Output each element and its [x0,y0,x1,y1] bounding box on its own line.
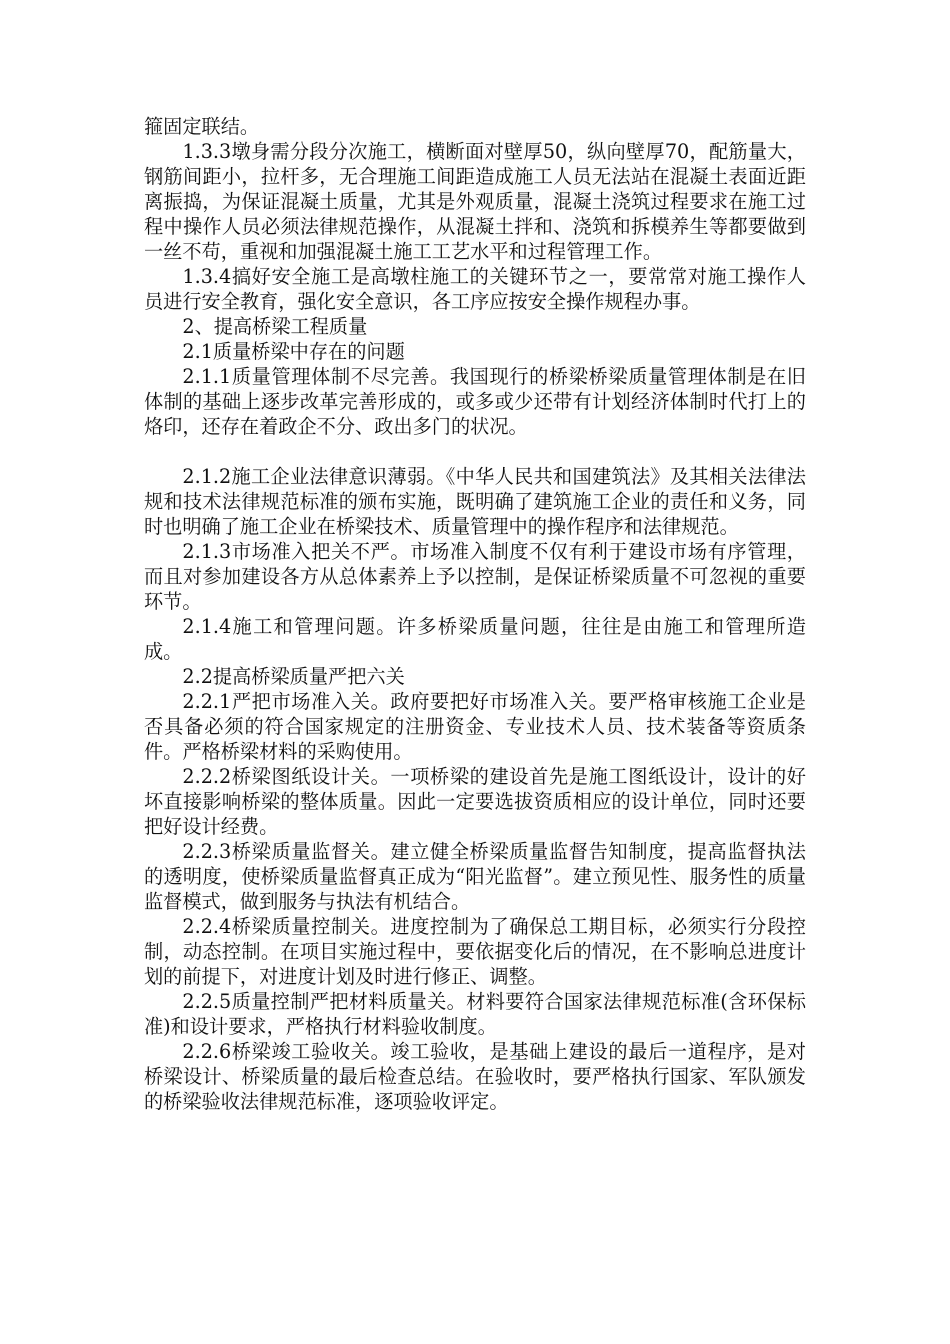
subsection-heading: 2.1质量桥梁中存在的问题 [182,340,405,363]
section-heading: 2、提高桥梁工程质量 [182,315,368,338]
paragraph: 2.1.4施工和管理问题。许多桥梁质量问题，往往是由施工和管理所造成。 [144,615,806,663]
paragraph: 1.3.4搞好安全施工是高墩柱施工的关键环节之一，要常常对施工操作人员进行安全教育，强化安全意识，各工序应按安全操作规程办事。 [144,265,806,313]
blank-line [144,439,806,464]
document-body [144,114,806,1114]
paragraph: 箍固定联结。 [144,115,260,138]
paragraph: 2.2.5质量控制严把材料质量关。材料要符合国家法律规范标准(含环保标准)和设计要求，严格执行材料验收制度。 [144,990,806,1038]
paragraph: 2.2.2桥梁图纸设计关。一项桥梁的建设首先是施工图纸设计，设计的好坏直接影响桥梁的整体质量。因此一定要选拔资质相应的设计单位，同时还要把好设计经费。 [144,765,806,838]
paragraph: 2.1.1质量管理体制不尽完善。我国现行的桥梁桥梁质量管理体制是在旧体制的基础上逐步改革完善形成的，或多或少还带有计划经济体制时代打上的烙印，还存在着政企不分、政出多门的状况。 [144,365,806,438]
paragraph: 2.2.6桥梁竣工验收关。竣工验收，是基础上建设的最后一道程序，是对桥梁设计、桥梁质量的最后检查总结。在验收时，要严格执行国家、军队颁发的桥梁验收法律规范标准，逐项验收评定。 [144,1040,806,1113]
paragraph: 2.1.2施工企业法律意识薄弱。《中华人民共和国建筑法》及其相关法律法规和技术法律规范标准的颁布实施，既明确了建筑施工企业的责任和义务，同时也明确了施工企业在桥梁技术、质量管理中的操作程序和法律规范。 [144,465,806,538]
subsection-heading: 2.2提高桥梁质量严把六关 [182,665,405,688]
paragraph: 2.2.4桥梁质量控制关。进度控制为了确保总工期目标，必须实行分段控制，动态控制。在项目实施过程中，要依据变化后的情况，在不影响总进度计划的前提下，对进度计划及时进行修正、调整。 [144,915,806,988]
paragraph: 2.1.3市场准入把关不严。市场准入制度不仅有利于建设市场有序管理，而且对参加建设各方从总体素养上予以控制，是保证桥梁质量不可忽视的重要环节。 [144,540,806,613]
paragraph: 2.2.3桥梁质量监督关。建立健全桥梁质量监督告知制度，提高监督执法的透明度，使桥梁质量监督真正成为“阳光监督”。建立预见性、服务性的质量监督模式，做到服务与执法有机结合。 [144,840,806,913]
paragraph: 1.3.3墩身需分段分次施工，横断面对壁厚50，纵向壁厚70，配筋量大，钢筋间距小，拉杆多，无合理施工间距造成施工人员无法站在混凝土表面近距离振捣，为保证混凝土质量，尤其是外观质量，混凝土浇筑过程要求在施工过程中操作人员必须法律规范操作，从混凝土拌和、浇筑和拆模养生等都要做到一丝不苟，重视和加强混凝土施工工艺水平和过程管理工作。 [144,140,806,263]
paragraph: 2.2.1严把市场准入关。政府要把好市场准入关。要严格审核施工企业是否具备必须的符合国家规定的注册资金、专业技术人员、技术装备等资质条件。严格桥梁材料的采购使用。 [144,690,806,763]
